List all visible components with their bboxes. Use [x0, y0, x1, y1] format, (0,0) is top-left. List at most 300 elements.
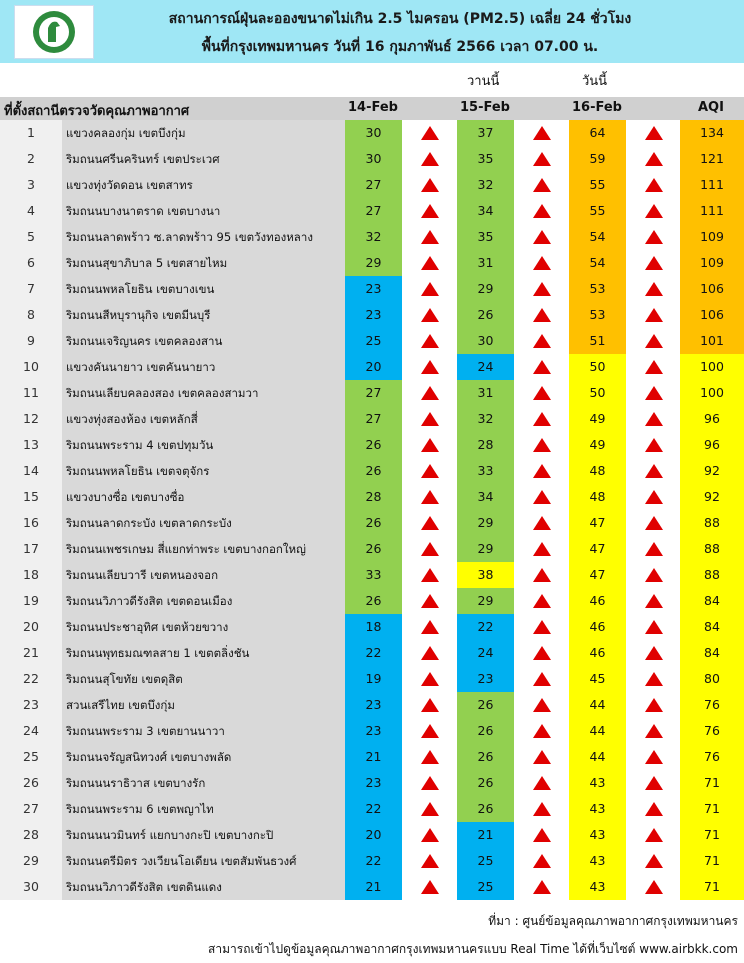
table-row — [0, 536, 744, 562]
aqi-value: 88 — [680, 536, 744, 562]
label-today: วันนี้ — [582, 74, 608, 89]
pm25-14-feb: 23 — [345, 302, 402, 328]
col-aqi: AQI — [698, 100, 724, 115]
pm25-14-feb: 21 — [345, 744, 402, 770]
trend-up-icon — [626, 302, 682, 328]
table-row — [0, 432, 744, 458]
column-header-row — [0, 97, 744, 120]
pm25-16-feb: 44 — [569, 692, 626, 718]
station-location: สวนเสรีไทย เขตบึงกุ่ม — [62, 692, 345, 718]
table-row — [0, 484, 744, 510]
trend-up-icon — [514, 666, 570, 692]
station-location: ริมถนนพระราม 6 เขตพญาไท — [62, 796, 345, 822]
station-location: ริมถนนสีหบุรานุกิจ เขตมีนบุรี — [62, 302, 345, 328]
pm25-15-feb: 26 — [457, 744, 514, 770]
pm25-14-feb: 25 — [345, 328, 402, 354]
table-row — [0, 562, 744, 588]
row-number: 9 — [0, 328, 62, 354]
table-row — [0, 354, 744, 380]
trend-up-icon — [626, 536, 682, 562]
trend-up-icon — [402, 276, 458, 302]
row-number: 25 — [0, 744, 62, 770]
trend-up-icon — [402, 406, 458, 432]
trend-up-icon — [402, 354, 458, 380]
trend-up-icon — [626, 614, 682, 640]
aqi-value: 96 — [680, 406, 744, 432]
aqi-value: 84 — [680, 614, 744, 640]
trend-up-icon — [402, 484, 458, 510]
pm25-14-feb: 26 — [345, 536, 402, 562]
pm25-14-feb: 23 — [345, 276, 402, 302]
table-row — [0, 198, 744, 224]
table-row — [0, 640, 744, 666]
row-number: 3 — [0, 172, 62, 198]
station-location: ริมถนนเลียบวารี เขตหนองจอก — [62, 562, 345, 588]
pm25-14-feb: 26 — [345, 432, 402, 458]
aqi-value: 92 — [680, 458, 744, 484]
pm25-15-feb: 33 — [457, 458, 514, 484]
trend-up-icon — [626, 588, 682, 614]
pm25-15-feb: 29 — [457, 536, 514, 562]
table-row — [0, 588, 744, 614]
report-title: สถานการณ์ฝุ่นละอองขนาดไม่เกิน 2.5 ไมครอน (PM2.5) เฉลี่ย 24 ชั่วโมง — [168, 11, 632, 27]
pm25-16-feb: 46 — [569, 588, 626, 614]
station-location: ริมถนนพหลโยธิน เขตบางเขน — [62, 276, 345, 302]
station-location: ริมถนนพระราม 3 เขตยานนาวา — [62, 718, 345, 744]
row-number: 20 — [0, 614, 62, 640]
trend-up-icon — [626, 796, 682, 822]
pm25-15-feb: 35 — [457, 146, 514, 172]
pm25-16-feb: 47 — [569, 536, 626, 562]
col-14-feb: 14-Feb — [348, 100, 398, 115]
pm25-15-feb: 24 — [457, 640, 514, 666]
table-row — [0, 770, 744, 796]
station-location: ริมถนนวิภาวดีรังสิต เขตดินแดง — [62, 874, 345, 900]
station-location: ริมถนนนวมินทร์ แยกบางกะปิ เขตบางกะปิ — [62, 822, 345, 848]
station-location: ริมถนนพหลโยธิน เขตจตุจักร — [62, 458, 345, 484]
aqi-value: 71 — [680, 822, 744, 848]
pm25-16-feb: 47 — [569, 562, 626, 588]
trend-up-icon — [402, 822, 458, 848]
trend-up-icon — [402, 302, 458, 328]
row-number: 12 — [0, 406, 62, 432]
table-row — [0, 458, 744, 484]
pm25-14-feb: 23 — [345, 692, 402, 718]
trend-up-icon — [626, 510, 682, 536]
trend-up-icon — [626, 718, 682, 744]
pm25-14-feb: 30 — [345, 120, 402, 146]
aqi-value: 76 — [680, 718, 744, 744]
trend-up-icon — [514, 328, 570, 354]
trend-up-icon — [514, 796, 570, 822]
trend-up-icon — [514, 484, 570, 510]
trend-up-icon — [514, 250, 570, 276]
table-row — [0, 614, 744, 640]
pm25-16-feb: 46 — [569, 640, 626, 666]
trend-up-icon — [514, 380, 570, 406]
pm25-14-feb: 20 — [345, 822, 402, 848]
trend-up-icon — [514, 458, 570, 484]
trend-up-icon — [514, 224, 570, 250]
aqi-value: 111 — [680, 172, 744, 198]
row-number: 16 — [0, 510, 62, 536]
pm25-16-feb: 48 — [569, 458, 626, 484]
trend-up-icon — [626, 640, 682, 666]
aqi-value: 134 — [680, 120, 744, 146]
pm25-15-feb: 38 — [457, 562, 514, 588]
pm25-14-feb: 22 — [345, 848, 402, 874]
pm25-15-feb: 37 — [457, 120, 514, 146]
trend-up-icon — [402, 380, 458, 406]
trend-up-icon — [402, 198, 458, 224]
station-location: ริมถนนบางนาตราด เขตบางนา — [62, 198, 345, 224]
pm25-16-feb: 45 — [569, 666, 626, 692]
trend-up-icon — [626, 328, 682, 354]
pm25-14-feb: 23 — [345, 718, 402, 744]
trend-up-icon — [402, 172, 458, 198]
pm25-16-feb: 50 — [569, 380, 626, 406]
trend-up-icon — [626, 224, 682, 250]
aqi-value: 84 — [680, 588, 744, 614]
trend-up-icon — [402, 692, 458, 718]
title-banner — [0, 0, 744, 63]
aqi-value: 71 — [680, 874, 744, 900]
table-row — [0, 718, 744, 744]
table-row — [0, 406, 744, 432]
table-row — [0, 510, 744, 536]
trend-up-icon — [514, 874, 570, 900]
station-location: ริมถนนลาดพร้าว ซ.ลาดพร้าว 95 เขตวังทองหลาง — [62, 224, 345, 250]
pm25-15-feb: 24 — [457, 354, 514, 380]
pm25-15-feb: 23 — [457, 666, 514, 692]
trend-up-icon — [626, 354, 682, 380]
trend-up-icon — [626, 562, 682, 588]
trend-up-icon — [402, 458, 458, 484]
pm25-16-feb: 50 — [569, 354, 626, 380]
trend-up-icon — [514, 172, 570, 198]
trend-up-icon — [514, 848, 570, 874]
trend-up-icon — [514, 432, 570, 458]
table-row — [0, 692, 744, 718]
trend-up-icon — [626, 250, 682, 276]
pm25-14-feb: 27 — [345, 198, 402, 224]
trend-up-icon — [626, 380, 682, 406]
trend-up-icon — [514, 276, 570, 302]
pm25-14-feb: 18 — [345, 614, 402, 640]
website-note: สามารถเข้าไปดูข้อมูลคุณภาพอากาศกรุงเทพมหานครแบบ Real Time ได้ที่เว็บไซต์ www.airbkk.com — [208, 942, 738, 956]
pm25-16-feb: 53 — [569, 276, 626, 302]
trend-up-icon — [514, 718, 570, 744]
pm25-16-feb: 43 — [569, 848, 626, 874]
pm25-14-feb: 27 — [345, 406, 402, 432]
pm25-15-feb: 26 — [457, 718, 514, 744]
trend-up-icon — [514, 406, 570, 432]
trend-up-icon — [514, 146, 570, 172]
table-row — [0, 172, 744, 198]
pm25-16-feb: 43 — [569, 796, 626, 822]
row-number: 10 — [0, 354, 62, 380]
table-row — [0, 328, 744, 354]
aqi-value: 100 — [680, 380, 744, 406]
table-row — [0, 874, 744, 900]
trend-up-icon — [626, 692, 682, 718]
station-location: แขวงคันนายาว เขตคันนายาว — [62, 354, 345, 380]
pm25-16-feb: 55 — [569, 172, 626, 198]
pm25-15-feb: 26 — [457, 302, 514, 328]
pm25-15-feb: 29 — [457, 276, 514, 302]
table-row — [0, 822, 744, 848]
station-location: แขวงคลองกุ่ม เขตบึงกุ่ม — [62, 120, 345, 146]
row-number: 19 — [0, 588, 62, 614]
pm25-14-feb: 32 — [345, 224, 402, 250]
trend-up-icon — [626, 666, 682, 692]
pm25-16-feb: 54 — [569, 250, 626, 276]
trend-up-icon — [402, 640, 458, 666]
station-location: ริมถนนพระราม 4 เขตปทุมวัน — [62, 432, 345, 458]
trend-up-icon — [626, 484, 682, 510]
aqi-value: 106 — [680, 276, 744, 302]
row-number: 13 — [0, 432, 62, 458]
station-location: แขวงทุ่งวัดดอน เขตสาทร — [62, 172, 345, 198]
row-number: 21 — [0, 640, 62, 666]
trend-up-icon — [626, 198, 682, 224]
label-yesterday: วานนี้ — [467, 74, 500, 89]
station-location: ริมถนนเจริญนคร เขตคลองสาน — [62, 328, 345, 354]
aqi-value: 76 — [680, 744, 744, 770]
aqi-value: 76 — [680, 692, 744, 718]
aqi-value: 109 — [680, 250, 744, 276]
pm25-15-feb: 25 — [457, 874, 514, 900]
col-15-feb: 15-Feb — [460, 100, 510, 115]
pm25-14-feb: 23 — [345, 770, 402, 796]
col-16-feb: 16-Feb — [572, 100, 622, 115]
trend-up-icon — [514, 354, 570, 380]
station-location: ริมถนนวิภาวดีรังสิต เขตดอนเมือง — [62, 588, 345, 614]
aqi-value: 121 — [680, 146, 744, 172]
trend-up-icon — [626, 744, 682, 770]
trend-up-icon — [626, 172, 682, 198]
trend-up-icon — [626, 146, 682, 172]
station-location: ริมถนนนราธิวาส เขตบางรัก — [62, 770, 345, 796]
station-location: ริมถนนตรีมิตร วงเวียนโอเดียน เขตสัมพันธวงศ์ — [62, 848, 345, 874]
station-location: ริมถนนพุทธมณฑลสาย 1 เขตตลิ่งชัน — [62, 640, 345, 666]
trend-up-icon — [402, 250, 458, 276]
aqi-value: 92 — [680, 484, 744, 510]
pm25-15-feb: 26 — [457, 770, 514, 796]
trend-up-icon — [402, 848, 458, 874]
pm25-16-feb: 53 — [569, 302, 626, 328]
pm25-14-feb: 26 — [345, 588, 402, 614]
row-number: 22 — [0, 666, 62, 692]
pm25-16-feb: 64 — [569, 120, 626, 146]
pm25-15-feb: 32 — [457, 172, 514, 198]
row-number: 7 — [0, 276, 62, 302]
row-number: 17 — [0, 536, 62, 562]
station-location: ริมถนนเพชรเกษม สี่แยกท่าพระ เขตบางกอกใหญ่ — [62, 536, 345, 562]
trend-up-icon — [514, 822, 570, 848]
bma-logo — [14, 5, 94, 59]
station-location: ริมถนนสุโขทัย เขตดุสิต — [62, 666, 345, 692]
trend-up-icon — [514, 640, 570, 666]
station-location: ริมถนนลาดกระบัง เขตลาดกระบัง — [62, 510, 345, 536]
table-row — [0, 744, 744, 770]
trend-up-icon — [402, 562, 458, 588]
table-row — [0, 146, 744, 172]
trend-up-icon — [626, 770, 682, 796]
pm25-16-feb: 43 — [569, 874, 626, 900]
station-location: ริมถนนเลียบคลองสอง เขตคลองสามวา — [62, 380, 345, 406]
aqi-value: 96 — [680, 432, 744, 458]
row-number: 30 — [0, 874, 62, 900]
pm25-14-feb: 28 — [345, 484, 402, 510]
trend-up-icon — [402, 666, 458, 692]
row-number: 24 — [0, 718, 62, 744]
trend-up-icon — [514, 562, 570, 588]
aqi-value: 111 — [680, 198, 744, 224]
pm25-14-feb: 33 — [345, 562, 402, 588]
pm25-16-feb: 51 — [569, 328, 626, 354]
table-row — [0, 848, 744, 874]
pm25-14-feb: 26 — [345, 458, 402, 484]
pm25-16-feb: 49 — [569, 432, 626, 458]
col-location: ที่ตั้งสถานีตรวจวัดคุณภาพอากาศ — [4, 104, 190, 119]
table-row — [0, 224, 744, 250]
table-row — [0, 796, 744, 822]
pm25-15-feb: 28 — [457, 432, 514, 458]
pm25-15-feb: 34 — [457, 484, 514, 510]
pm25-15-feb: 21 — [457, 822, 514, 848]
aqi-value: 88 — [680, 510, 744, 536]
trend-up-icon — [402, 328, 458, 354]
aqi-value: 109 — [680, 224, 744, 250]
row-number: 4 — [0, 198, 62, 224]
pm25-14-feb: 22 — [345, 796, 402, 822]
row-number: 18 — [0, 562, 62, 588]
pm25-16-feb: 44 — [569, 744, 626, 770]
aqi-value: 71 — [680, 796, 744, 822]
pm25-14-feb: 29 — [345, 250, 402, 276]
pm25-15-feb: 29 — [457, 510, 514, 536]
pm25-14-feb: 27 — [345, 172, 402, 198]
trend-up-icon — [514, 692, 570, 718]
pm25-15-feb: 22 — [457, 614, 514, 640]
station-location: ริมถนนประชาอุทิศ เขตห้วยขวาง — [62, 614, 345, 640]
aqi-value: 80 — [680, 666, 744, 692]
aqi-value: 71 — [680, 770, 744, 796]
pm25-16-feb: 47 — [569, 510, 626, 536]
report-subtitle: พื้นที่กรุงเทพมหานคร วันที่ 16 กุมภาพันธ์ 2566 เวลา 07.00 น. — [201, 39, 599, 55]
row-number: 14 — [0, 458, 62, 484]
row-number: 11 — [0, 380, 62, 406]
trend-up-icon — [626, 848, 682, 874]
trend-up-icon — [626, 874, 682, 900]
pm25-15-feb: 26 — [457, 796, 514, 822]
row-number: 5 — [0, 224, 62, 250]
trend-up-icon — [626, 822, 682, 848]
row-number: 15 — [0, 484, 62, 510]
row-number: 26 — [0, 770, 62, 796]
trend-up-icon — [514, 510, 570, 536]
pm25-14-feb: 22 — [345, 640, 402, 666]
pm25-14-feb: 27 — [345, 380, 402, 406]
table-row — [0, 250, 744, 276]
pm25-14-feb: 30 — [345, 146, 402, 172]
pm25-16-feb: 48 — [569, 484, 626, 510]
pm25-16-feb: 43 — [569, 770, 626, 796]
pm25-15-feb: 31 — [457, 250, 514, 276]
pm25-15-feb: 25 — [457, 848, 514, 874]
pm25-16-feb: 59 — [569, 146, 626, 172]
trend-up-icon — [626, 276, 682, 302]
pm25-16-feb: 43 — [569, 822, 626, 848]
aqi-value: 71 — [680, 848, 744, 874]
trend-up-icon — [402, 588, 458, 614]
table-row — [0, 302, 744, 328]
station-location: ริมถนนสุขาภิบาล 5 เขตสายไหม — [62, 250, 345, 276]
trend-up-icon — [514, 302, 570, 328]
pm25-16-feb: 55 — [569, 198, 626, 224]
row-number: 6 — [0, 250, 62, 276]
pm25-15-feb: 26 — [457, 692, 514, 718]
aqi-value: 101 — [680, 328, 744, 354]
row-number: 27 — [0, 796, 62, 822]
trend-up-icon — [626, 406, 682, 432]
trend-up-icon — [402, 614, 458, 640]
table-row — [0, 380, 744, 406]
trend-up-icon — [402, 874, 458, 900]
pm25-14-feb: 26 — [345, 510, 402, 536]
trend-up-icon — [514, 120, 570, 146]
station-location: ริมถนนจรัญสนิทวงศ์ เขตบางพลัด — [62, 744, 345, 770]
trend-up-icon — [402, 432, 458, 458]
pm25-15-feb: 35 — [457, 224, 514, 250]
table-row — [0, 276, 744, 302]
trend-up-icon — [402, 744, 458, 770]
trend-up-icon — [402, 770, 458, 796]
trend-up-icon — [626, 432, 682, 458]
row-number: 29 — [0, 848, 62, 874]
pm25-14-feb: 20 — [345, 354, 402, 380]
pm25-15-feb: 34 — [457, 198, 514, 224]
trend-up-icon — [514, 588, 570, 614]
table-row — [0, 666, 744, 692]
trend-up-icon — [626, 120, 682, 146]
pm25-16-feb: 44 — [569, 718, 626, 744]
pm25-15-feb: 29 — [457, 588, 514, 614]
trend-up-icon — [402, 146, 458, 172]
row-number: 8 — [0, 302, 62, 328]
row-number: 1 — [0, 120, 62, 146]
station-location: แขวงบางซื่อ เขตบางซื่อ — [62, 484, 345, 510]
trend-up-icon — [514, 770, 570, 796]
table-row — [0, 120, 744, 146]
aqi-value: 106 — [680, 302, 744, 328]
aqi-value: 88 — [680, 562, 744, 588]
trend-up-icon — [514, 614, 570, 640]
station-location: แขวงทุ่งสองห้อง เขตหลักสี่ — [62, 406, 345, 432]
pm25-16-feb: 54 — [569, 224, 626, 250]
pm25-16-feb: 46 — [569, 614, 626, 640]
trend-up-icon — [402, 718, 458, 744]
aqi-value: 100 — [680, 354, 744, 380]
aqi-value: 84 — [680, 640, 744, 666]
row-number: 23 — [0, 692, 62, 718]
trend-up-icon — [402, 120, 458, 146]
trend-up-icon — [402, 224, 458, 250]
pm25-15-feb: 32 — [457, 406, 514, 432]
source-note: ที่มา : ศูนย์ข้อมูลคุณภาพอากาศกรุงเทพมหานคร — [488, 914, 738, 928]
row-number: 28 — [0, 822, 62, 848]
